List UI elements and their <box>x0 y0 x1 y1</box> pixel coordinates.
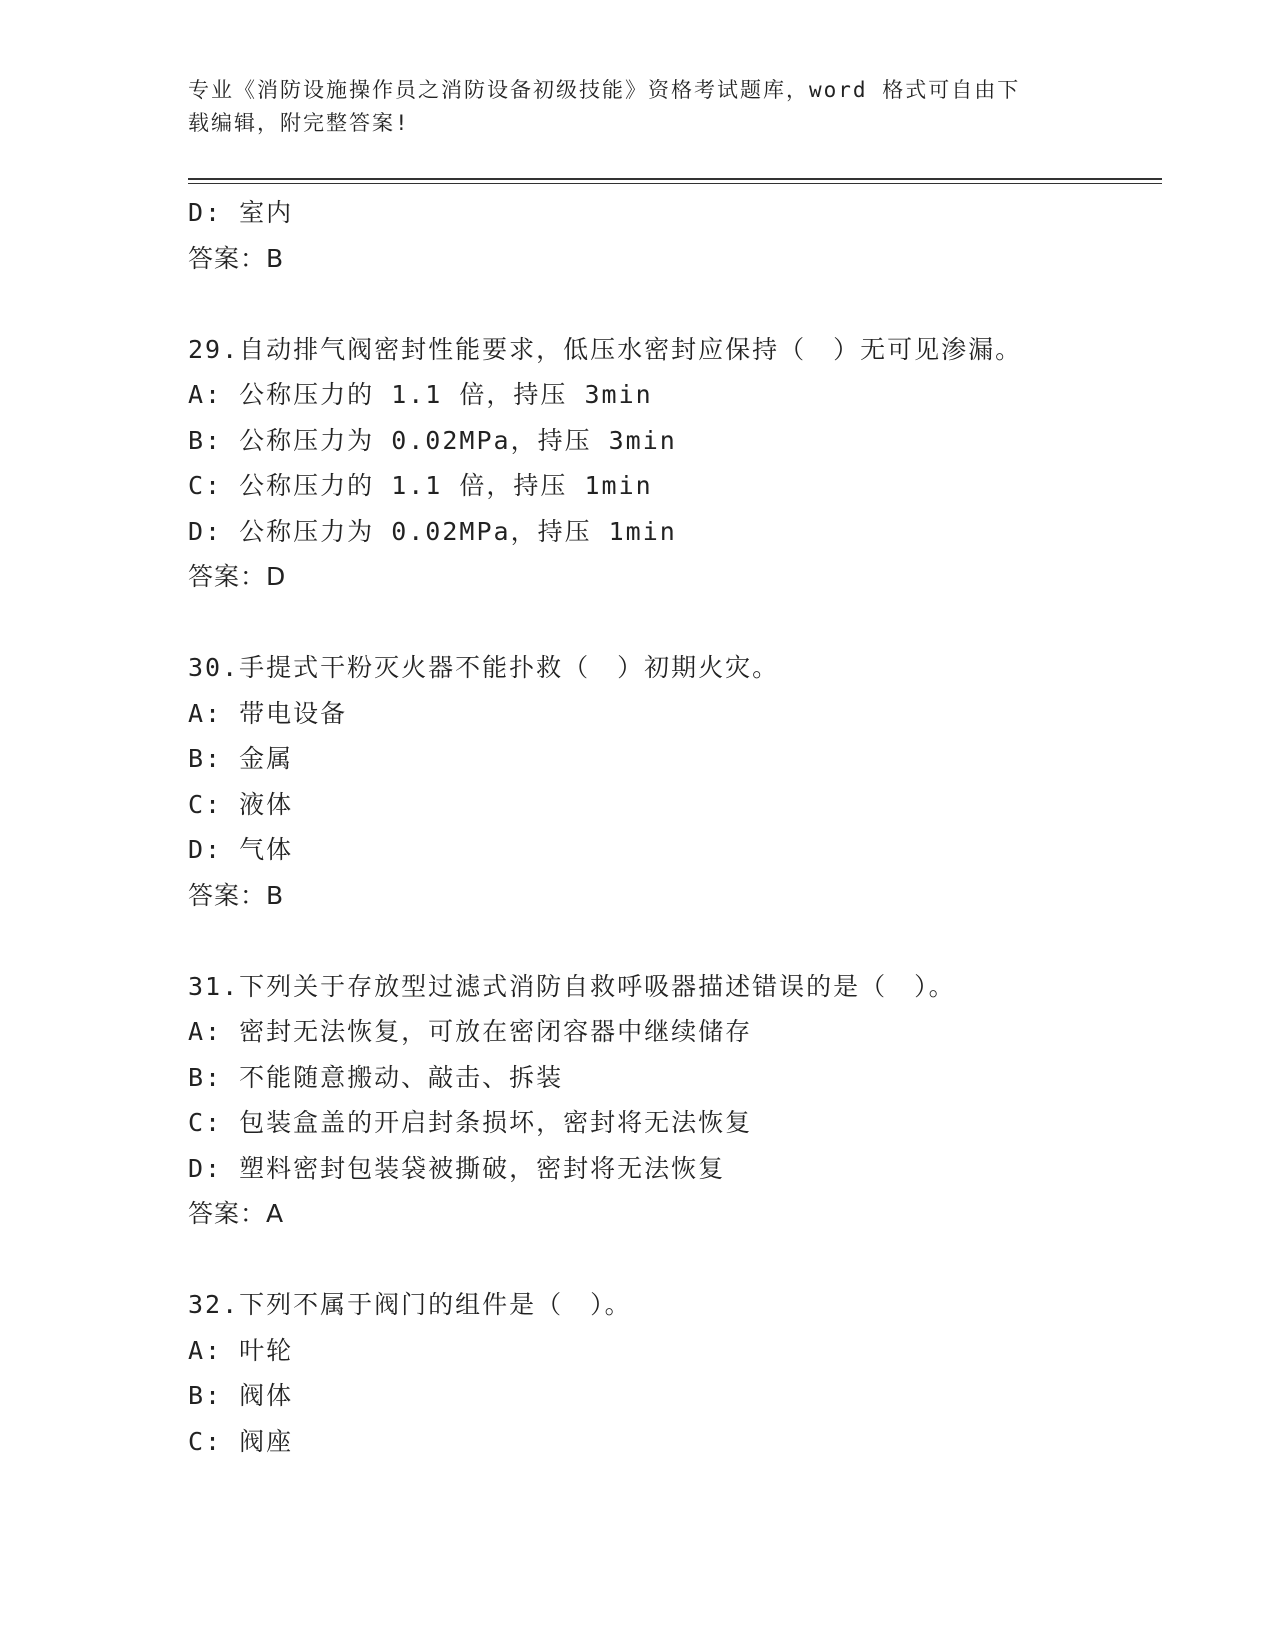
header-divider-thin <box>188 183 1162 184</box>
header-divider-thick <box>188 178 1162 180</box>
option-d: D: 气体 <box>188 835 294 864</box>
option-c: C: 阀座 <box>188 1426 294 1456</box>
answer: 答案：B <box>188 243 285 273</box>
answer: 答案：B <box>188 880 285 910</box>
question-stem: 30.手提式干粉灭火器不能扑救（ ）初期火灾。 <box>188 653 780 682</box>
option-a: A: 叶轮 <box>188 1335 294 1365</box>
answer: 答案：A <box>188 1199 285 1228</box>
option-a: A: 带电设备 <box>188 698 348 728</box>
question-stem: 32.下列不属于阀门的组件是（ ）。 <box>188 1290 632 1319</box>
option-b: B: 金属 <box>188 744 294 773</box>
option-b: B: 阀体 <box>188 1381 294 1410</box>
option-b: B: 公称压力为 0.02MPa，持压 3min <box>188 425 677 455</box>
question-30 <box>188 645 1148 918</box>
option-d: D: 室内 <box>188 198 294 227</box>
option-a: A: 公称压力的 1.1 倍，持压 3min <box>188 380 653 409</box>
option-a: A: 密封无法恢复，可放在密闭容器中继续储存 <box>188 1017 753 1046</box>
header-line-2: 载编辑，附完整答案! <box>188 111 410 135</box>
option-c: C: 液体 <box>188 789 294 819</box>
document-header <box>188 74 1068 140</box>
question-31 <box>188 964 1148 1237</box>
spacer <box>188 1237 1148 1283</box>
option-d: D: 塑料密封包装袋被撕破，密封将无法恢复 <box>188 1153 726 1183</box>
option-b: B: 不能随意搬动、敲击、拆装 <box>188 1062 564 1092</box>
header-line-1: 专业《消防设施操作员之消防设备初级技能》资格考试题库，word 格式可自由下 <box>188 78 1021 102</box>
spacer <box>188 600 1148 646</box>
question-stem: 31.下列关于存放型过滤式消防自救呼吸器描述错误的是（ ）。 <box>188 971 956 1001</box>
spacer <box>188 918 1148 964</box>
option-c: C: 包装盒盖的开启封条损坏，密封将无法恢复 <box>188 1108 753 1137</box>
question-29 <box>188 327 1148 600</box>
answer: 答案：D <box>188 562 287 591</box>
question-stem: 29.自动排气阀密封性能要求，低压水密封应保持（ ）无可见渗漏。 <box>188 334 1023 364</box>
question-32 <box>188 1282 1148 1464</box>
previous-question-tail <box>188 190 1148 281</box>
spacer <box>188 281 1148 327</box>
option-c: C: 公称压力的 1.1 倍，持压 1min <box>188 471 653 500</box>
question-list <box>188 190 1148 1464</box>
option-d: D: 公称压力为 0.02MPa，持压 1min <box>188 516 677 546</box>
